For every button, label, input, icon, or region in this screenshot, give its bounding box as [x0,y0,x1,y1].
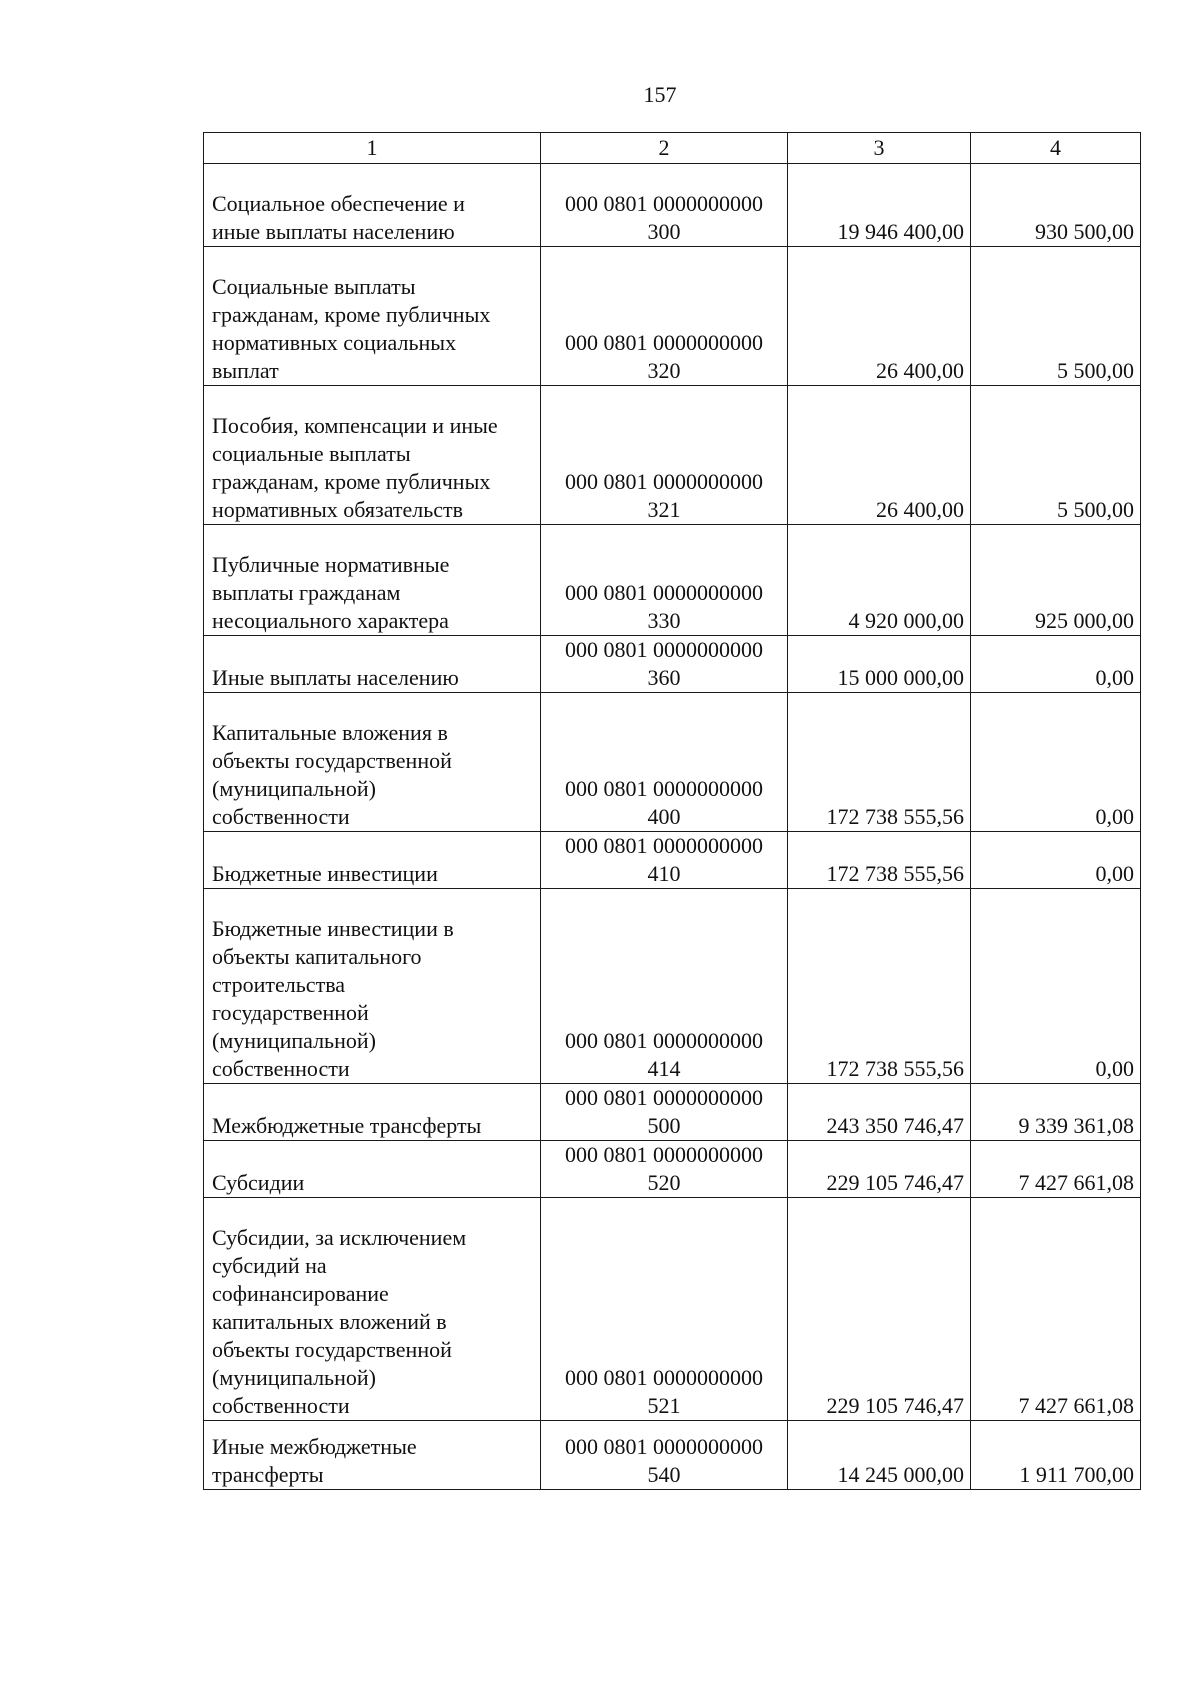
row-name-line: государственной [212,1000,369,1025]
table-row [204,636,1141,693]
row-name-line: гражданам, кроме публичных [212,302,491,327]
row-name-cell [204,386,541,525]
table-row [204,832,1141,889]
row-code-line: 360 [647,665,681,690]
table-row [204,164,1141,247]
row-code-line: 520 [647,1170,681,1195]
row-amount-col4: 930 500,00 [971,164,1141,247]
row-name-line: (муниципальной) [212,1028,376,1053]
row-name-line: Иные межбюджетные [212,1434,417,1459]
row-name-cell [204,636,541,693]
row-code-cell [541,1421,788,1490]
row-name-line: Бюджетные инвестиции в [212,916,454,941]
row-name-line: Бюджетные инвестиции [212,861,438,886]
row-amount-col4: 0,00 [971,636,1141,693]
row-name-line: Межбюджетные трансферты [212,1113,482,1138]
row-code-line: 000 0801 0000000000 [565,776,763,801]
row-code-cell [541,1141,788,1198]
row-name-line: социальные выплаты [212,441,411,466]
row-amount-col3: 172 738 555,56 [788,889,971,1084]
row-code-line: 000 0801 0000000000 [565,469,763,494]
row-code-line: 000 0801 0000000000 [565,1085,763,1110]
row-code-cell [541,1084,788,1141]
row-name-line: строительства [212,972,346,997]
table-row [204,247,1141,386]
row-amount-col4: 0,00 [971,693,1141,832]
row-name-line: Социальные выплаты [212,274,416,299]
row-name-line: трансферты [212,1462,324,1487]
row-code-cell [541,164,788,247]
row-code-cell [541,636,788,693]
row-code-line: 000 0801 0000000000 [565,330,763,355]
row-name-cell [204,247,541,386]
row-name-line: несоциального характера [212,608,449,633]
row-name-line: гражданам, кроме публичных [212,469,491,494]
row-name-line: Публичные нормативные [212,552,450,577]
row-name-line: (муниципальной) [212,776,376,801]
row-code-line: 000 0801 0000000000 [565,833,763,858]
table-body [204,164,1141,1490]
row-code-line: 000 0801 0000000000 [565,637,763,662]
row-code-line: 000 0801 0000000000 [565,191,763,216]
table-row [204,386,1141,525]
row-amount-col3: 14 245 000,00 [788,1421,971,1490]
row-name-line: нормативных социальных [212,330,457,355]
row-name-cell [204,1084,541,1141]
row-name-line: собственности [212,804,350,829]
row-code-line: 414 [647,1056,681,1081]
row-amount-col4: 0,00 [971,889,1141,1084]
row-name-line: (муниципальной) [212,1365,376,1390]
row-amount-col4: 9 339 361,08 [971,1084,1141,1141]
header-col-1: 1 [204,133,541,164]
row-amount-col3: 172 738 555,56 [788,832,971,889]
table-row [204,693,1141,832]
row-name-line: выплаты гражданам [212,580,401,605]
row-amount-col3: 26 400,00 [788,247,971,386]
row-code-cell [541,386,788,525]
row-code-line: 000 0801 0000000000 [565,1142,763,1167]
table-row [204,889,1141,1084]
row-code-line: 000 0801 0000000000 [565,1028,763,1053]
row-name-line: выплат [212,358,279,383]
row-name-line: Пособия, компенсации и иные [212,413,498,438]
row-code-line: 000 0801 0000000000 [565,1434,763,1459]
row-code-line: 500 [647,1113,681,1138]
row-code-line: 521 [647,1393,681,1418]
row-amount-col4: 7 427 661,08 [971,1198,1141,1421]
row-name-line: Субсидии, за исключением [212,1225,467,1250]
row-name-cell [204,1198,541,1421]
row-code-line: 321 [647,497,681,522]
row-amount-col3: 229 105 746,47 [788,1141,971,1198]
row-name-line: Иные выплаты населению [212,665,459,690]
row-name-line: нормативных обязательств [212,497,464,522]
row-name-line: Социальное обеспечение и [212,191,465,216]
header-col-3: 3 [788,133,971,164]
row-amount-col4: 1 911 700,00 [971,1421,1141,1490]
row-name-line: объекты государственной [212,748,452,773]
row-amount-col3: 19 946 400,00 [788,164,971,247]
row-name-line: субсидий на [212,1253,327,1278]
row-amount-col3: 229 105 746,47 [788,1198,971,1421]
table-row [204,1198,1141,1421]
row-name-line: иные выплаты населению [212,219,455,244]
row-code-cell [541,525,788,636]
row-code-line: 300 [647,219,681,244]
row-name-line: Субсидии [212,1170,305,1195]
row-amount-col3: 26 400,00 [788,386,971,525]
row-name-cell [204,525,541,636]
table-row [204,1084,1141,1141]
row-amount-col3: 4 920 000,00 [788,525,971,636]
row-code-cell [541,1198,788,1421]
table-row [204,525,1141,636]
row-code-line: 000 0801 0000000000 [565,1365,763,1390]
row-name-cell [204,832,541,889]
row-amount-col3: 243 350 746,47 [788,1084,971,1141]
header-col-2: 2 [541,133,788,164]
row-name-line: софинансирование [212,1281,389,1306]
table-row [204,1421,1141,1490]
budget-table [203,132,1141,1490]
row-amount-col4: 5 500,00 [971,386,1141,525]
row-amount-col3: 172 738 555,56 [788,693,971,832]
row-name-line: собственности [212,1056,350,1081]
row-code-line: 320 [647,358,681,383]
row-name-cell [204,889,541,1084]
header-row [204,133,1141,164]
table-row [204,1141,1141,1198]
row-amount-col4: 0,00 [971,832,1141,889]
table-header [204,133,1141,164]
row-name-cell [204,1421,541,1490]
row-code-line: 540 [647,1462,681,1487]
row-name-cell [204,693,541,832]
header-col-4: 4 [971,133,1141,164]
row-amount-col4: 7 427 661,08 [971,1141,1141,1198]
row-amount-col4: 925 000,00 [971,525,1141,636]
page-number: 157 [643,82,677,107]
row-name-line: объекты капитального [212,944,422,969]
row-name-line: объекты государственной [212,1337,452,1362]
row-code-line: 400 [647,804,681,829]
row-name-cell [204,164,541,247]
row-code-cell [541,889,788,1084]
row-code-cell [541,247,788,386]
row-code-line: 000 0801 0000000000 [565,580,763,605]
row-code-line: 410 [647,861,681,886]
row-name-line: собственности [212,1393,350,1418]
row-name-line: капитальных вложений в [212,1309,447,1334]
row-amount-col3: 15 000 000,00 [788,636,971,693]
row-name-cell [204,1141,541,1198]
row-code-line: 330 [647,608,681,633]
row-amount-col4: 5 500,00 [971,247,1141,386]
row-name-line: Капитальные вложения в [212,720,448,745]
row-code-cell [541,832,788,889]
row-code-cell [541,693,788,832]
